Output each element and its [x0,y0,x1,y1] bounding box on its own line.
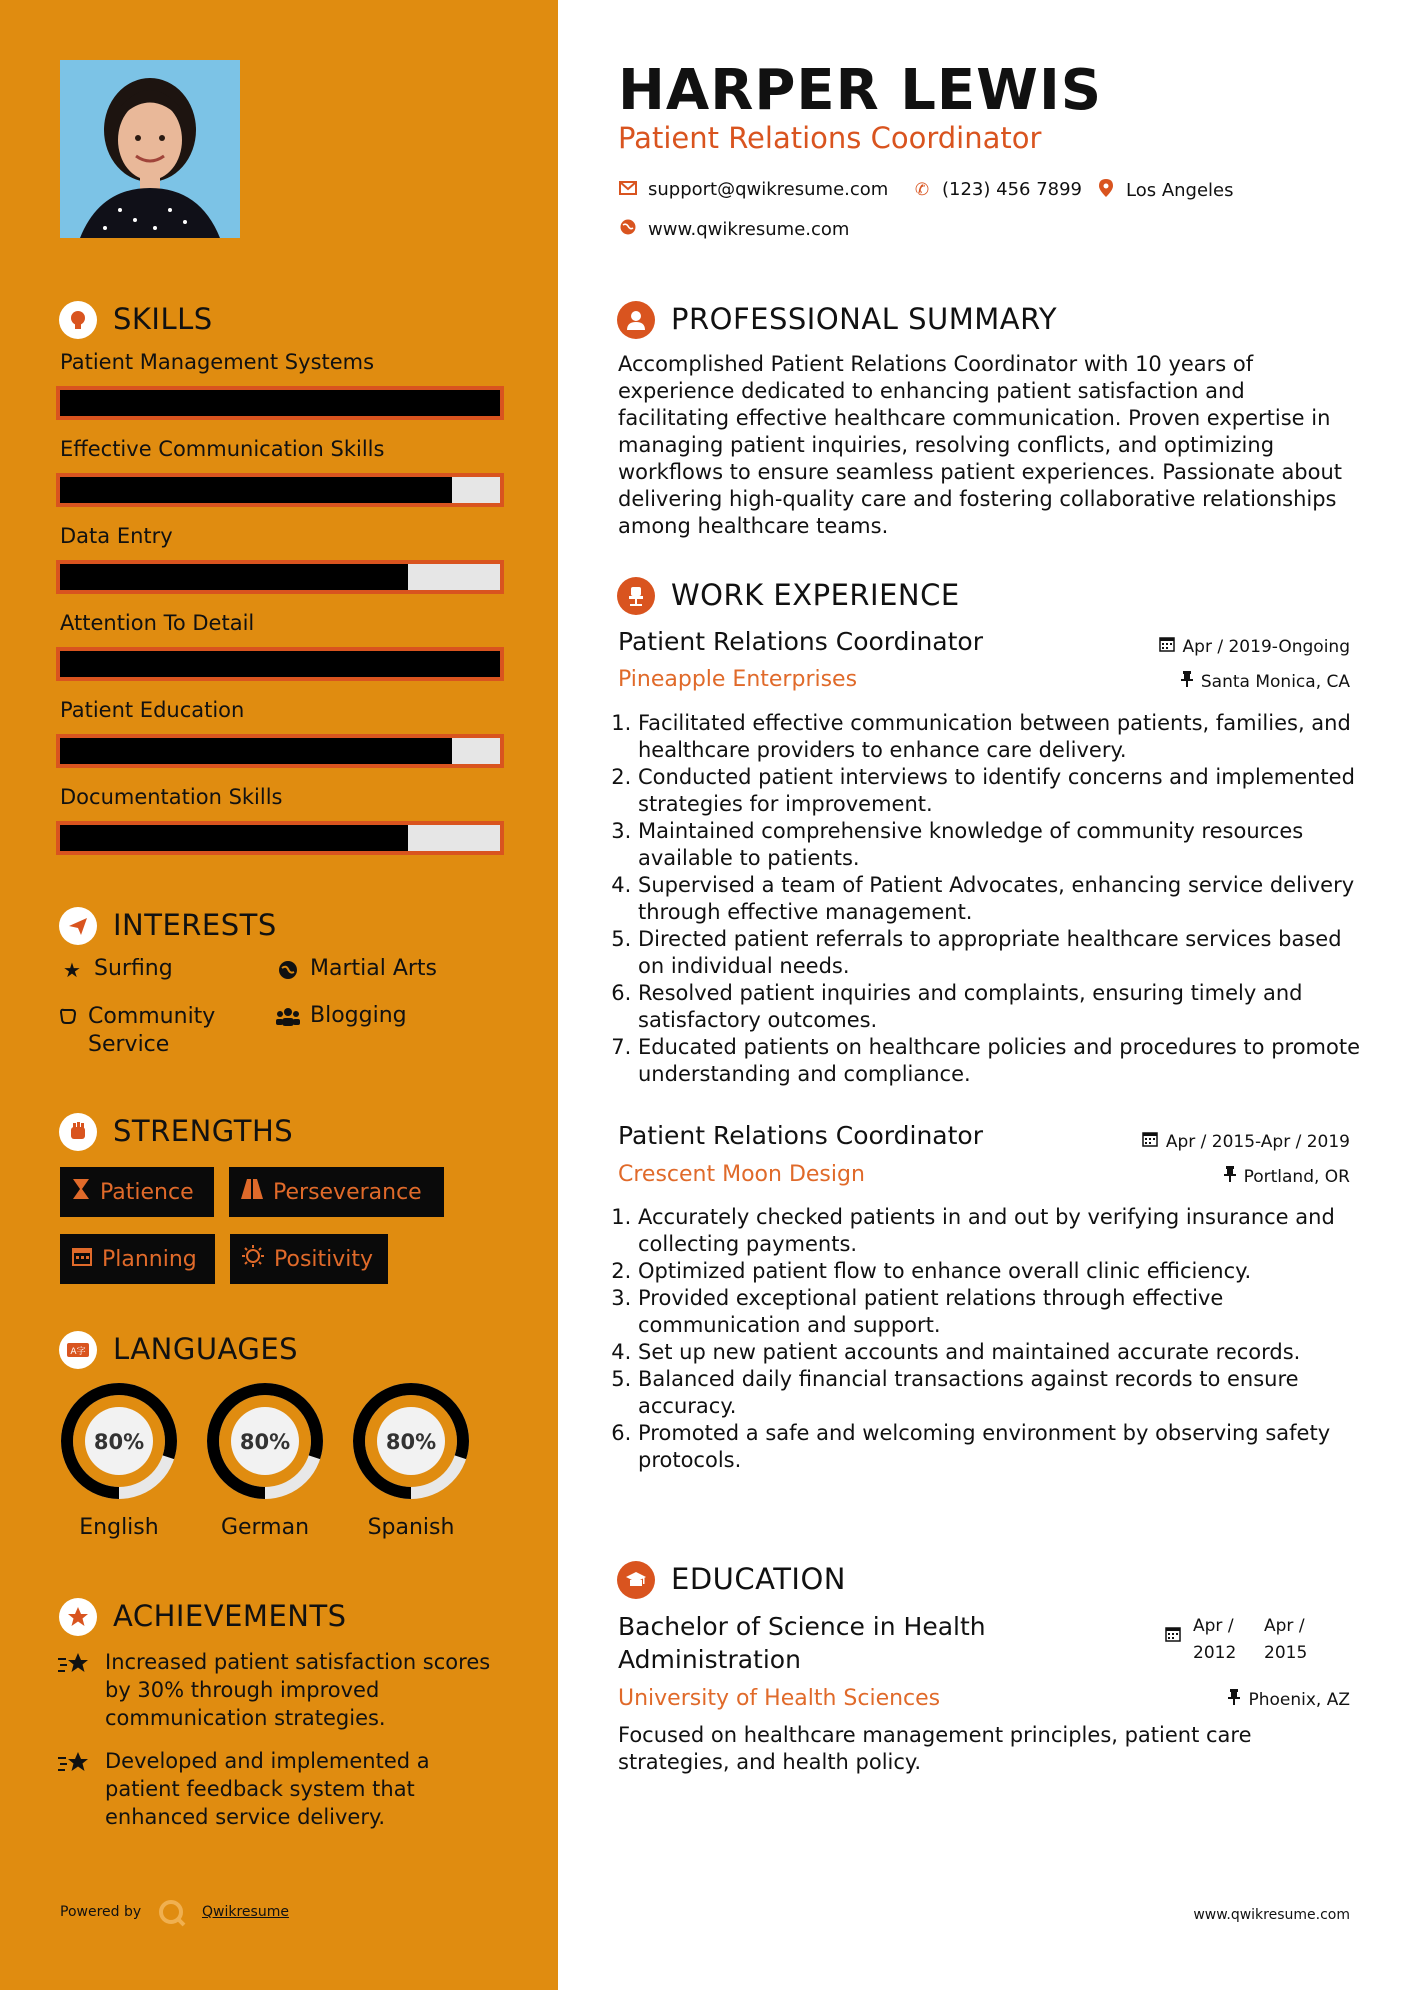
language-percent: 80% [93,1430,145,1454]
skill-label: Patient Education [60,698,245,722]
skill-label: Attention To Detail [60,611,255,635]
strength-planning: Planning [60,1234,215,1284]
skill-bar-fill [60,564,408,590]
users-icon [276,1003,300,1034]
strengths-heading: STRENGTHS [113,1114,294,1148]
education-description: Focused on healthcare management principles, patient care strategies, and health policy. [618,1723,1252,1774]
education-heading: EDUCATION [671,1562,847,1596]
candidate-name: HARPER LEWIS [618,58,1103,123]
duty-item: 6. Resolved patient inquiries and complaints, ensuring timely and satisfactory outcomes. [638,980,1368,1034]
pin-icon [1224,1166,1236,1187]
contact-location: Los Angeles [1096,179,1234,202]
interest-blogging: Blogging [276,1003,407,1034]
duty-item: 1. Facilitated effective communication between patients, families, and healthcare providers to enhance care delivery. [638,710,1368,764]
skill-bar-fill [60,390,500,416]
job-location: Santa Monica, CA [1181,671,1350,692]
duty-item: 3. Maintained comprehensive knowledge of community resources available to patients. [638,818,1368,872]
edu-end-date: Apr / 2015 [1264,1616,1308,1663]
interests-heading: INTERESTS [113,908,277,942]
sidebar [0,0,558,1990]
hand-icon [58,1003,78,1033]
job-role: Patient Relations Coordinator [618,1121,983,1150]
job-company: Crescent Moon Design [618,1162,865,1187]
road-icon [241,1179,263,1205]
skill-label: Documentation Skills [60,785,283,809]
skill-bar [56,386,504,420]
strength-patience: Patience [60,1167,214,1217]
summary-text: Accomplished Patient Relations Coordinator with 10 years of experience dedicated to enhancing patient satisfaction and facilitating effective healthcare communication. Proven expertise in managing patient inquiries, resolving conflicts, and optimizing workflows to ensure seamless patient experiences. Passionate about delivering high-quality care and fostering collaborative relationships among healthcare teams. [618,352,1343,538]
interest-surfing: ★ Surfing [60,956,173,984]
candidate-title: Patient Relations Coordinator [618,121,1042,155]
qwikresume-logo-icon [158,1899,186,1931]
duty-item: 7. Educated patients on healthcare policies and procedures to promote understanding and compliance. [638,1034,1368,1088]
duty-item: 2. Conducted patient interviews to identify concerns and implemented strategies for improvement. [638,764,1368,818]
job-role: Patient Relations Coordinator [618,627,983,656]
svg-text:A字: A字 [70,1347,86,1357]
footer-website[interactable]: www.qwikresume.com [1193,1907,1350,1923]
job-company: Pineapple Enterprises [618,667,858,692]
languages-heading: LANGUAGES [113,1332,299,1366]
skill-bar-fill [60,477,452,503]
skill-bar-fill [60,825,408,851]
globe-icon [276,956,300,987]
contact-email: support@qwikresume.com [618,179,888,200]
star-badge-icon [59,1598,97,1636]
skill-label: Data Entry [60,524,173,548]
duty-item: 5. Balanced daily financial transactions against records to ensure accuracy. [638,1366,1368,1420]
profile-photo [60,60,240,238]
lightbulb-icon [59,301,97,339]
fist-icon [59,1113,97,1151]
job-dates: Apr / 2015-Apr / 2019 [1142,1131,1350,1152]
sun-icon [242,1245,264,1273]
duty-item: 4. Supervised a team of Patient Advocates, enhancing service delivery through effective management. [638,872,1368,926]
star-icon: ★ [63,958,81,982]
language-percent: 80% [239,1430,291,1454]
achievement-item: Increased patient satisfaction scores by 30% through improved communication strategies. [105,1650,491,1730]
calendar-icon [1165,1626,1181,1646]
duty-item: 6. Promoted a safe and welcoming environment by observing safety protocols. [638,1420,1368,1474]
phone-icon: ✆ [914,179,930,200]
strength-positivity: Positivity [230,1234,388,1284]
user-icon [617,301,655,339]
contact-phone: ✆ (123) 456 7899 [912,179,1082,200]
skills-heading: SKILLS [113,302,213,336]
skill-label: Patient Management Systems [60,350,375,374]
job-location: Portland, OR [1224,1166,1350,1187]
job-duties-list [618,1204,1368,1474]
skill-bar [56,821,504,855]
envelope-icon [618,180,638,200]
pin-icon [1181,671,1193,692]
language-label: English [79,1515,159,1540]
calendar-icon [72,1246,92,1272]
school-name: University of Health Sciences [618,1686,941,1711]
edu-location: Phoenix, AZ [1228,1689,1350,1710]
duty-item: 4. Set up new patient accounts and maintained accurate records. [638,1339,1368,1366]
language-icon [59,1331,97,1369]
experience-heading: WORK EXPERIENCE [671,578,960,612]
job-dates: Apr / 2019-Ongoing [1159,636,1350,657]
language-ring [59,1381,179,1501]
degree-title: Bachelor of Science in Health Administration [618,1612,986,1674]
job-duties-list [618,710,1368,1088]
calendar-icon [1159,636,1175,657]
strength-perseverance: Perseverance [229,1167,444,1217]
qwikresume-link[interactable]: Qwikresume [202,1904,289,1920]
skill-bar-fill [60,738,452,764]
language-percent: 80% [385,1430,437,1454]
achievement-item: Developed and implemented a patient feedback system that enhanced service delivery. [105,1749,430,1829]
skill-bar [56,473,504,507]
office-chair-icon [617,577,655,615]
language-label: Spanish [367,1515,455,1540]
graduation-icon [617,1561,655,1599]
skill-bar [56,647,504,681]
duty-item: 5. Directed patient referrals to appropriate healthcare services based on individual needs. [638,926,1368,980]
contact-website: www.qwikresume.com [618,219,849,240]
achievement-icon [58,1750,90,1780]
skill-bar [56,560,504,594]
language-ring [351,1381,471,1501]
calendar-icon [1142,1131,1158,1152]
summary-heading: PROFESSIONAL SUMMARY [671,302,1058,336]
paper-plane-icon [59,907,97,945]
duty-item: 2. Optimized patient flow to enhance overall clinic efficiency. [638,1258,1368,1285]
skill-label: Effective Communication Skills [60,437,385,461]
skill-bar [56,734,504,768]
achievements-heading: ACHIEVEMENTS [113,1599,347,1633]
language-label: German [220,1515,310,1540]
hourglass-icon [72,1178,90,1206]
edu-start-date: Apr / 2012 [1193,1616,1237,1663]
skill-bar-fill [60,651,500,677]
duty-item: 1. Accurately checked patients in and out by verifying insurance and collecting payments. [638,1204,1368,1258]
interest-community-service: Community Service [58,1003,248,1059]
globe-icon [618,219,638,240]
language-ring [205,1381,325,1501]
duty-item: 3. Provided exceptional patient relations through effective communication and support. [638,1285,1368,1339]
pin-icon [1228,1689,1240,1710]
main-content [558,0,1407,1990]
achievement-icon [58,1651,90,1681]
powered-by-label: Powered by [60,1904,142,1920]
map-pin-icon [1096,179,1116,202]
interest-martial-arts: Martial Arts [276,956,437,987]
